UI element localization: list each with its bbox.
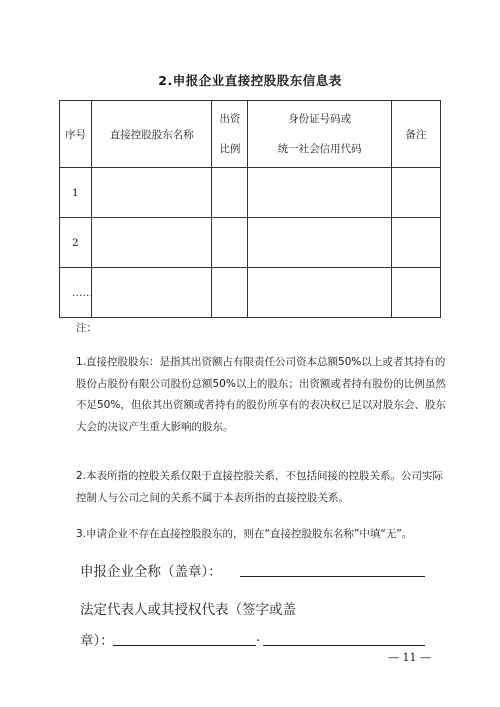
document-title: 2.申报企业直接控股股东信息表 [158,73,342,88]
representative-label-line2: 章）： [80,633,114,649]
id-number-cell[interactable] [248,168,391,218]
header-shareholder-name: 直接控股股东名称 [92,101,212,168]
header-id-number-line2: 统一社会信用代码 [277,143,362,155]
note-1-line: 股份占股份有限公司股份总额50%以上的股东；出资额或者持有股份的比例虽然 [76,377,446,390]
table-row [60,168,441,218]
remark-cell[interactable] [391,168,440,218]
company-name-field[interactable] [240,576,425,577]
shareholder-name-cell[interactable] [92,168,212,218]
capital-ratio-cell[interactable] [212,268,248,318]
table-row [60,218,441,268]
id-number-cell[interactable] [248,268,391,318]
note-item-1 [76,352,471,438]
table-header-row [60,101,441,168]
note-3-line: 3.申请企业不存在直接控股股东的，则在“直接控股股东名称”中填“无”。 [76,528,413,540]
header-capital-ratio-line2: 比例 [219,143,241,155]
remark-cell[interactable] [391,268,440,318]
company-name-label: 申报企业全称（盖章）： [80,564,222,580]
header-id-number-line1: 身份证号码或 [288,113,352,125]
note-item-2 [76,466,471,509]
shareholder-name-cell[interactable] [92,218,212,268]
note-1-line: 大会的决议产生重大影响的股东。 [76,420,234,433]
notes-heading: 注： [76,322,97,334]
note-2-line: 2.本表所指的控股关系仅限于直接控股关系，不包括间接的控股关系。公司实际 [76,470,444,482]
row-number: 1 [60,168,92,218]
header-capital-ratio-line1: 出资 [219,113,241,125]
header-id-number [248,101,391,168]
shareholder-name-cell[interactable] [92,268,212,318]
representative-seal-field[interactable] [263,645,425,646]
page-number: — 11 — [388,651,431,664]
representative-signature-field[interactable] [113,645,256,646]
note-1-line: 不足50%，但依其出资额或者持有的股份所享有的表决权已足以对股东会、股东 [76,399,446,411]
header-remark: 备注 [391,101,440,168]
capital-ratio-cell[interactable] [212,218,248,268]
note-item-3 [76,524,471,546]
representative-label-line1: 法定代表人或其授权代表（签字或盖 [80,602,296,618]
id-number-cell[interactable] [248,218,391,268]
header-capital-ratio [212,101,248,168]
note-1-line: 1.直接控股股东：是指其出资额占有限责任公司资本总额50%以上或者其持有的 [76,356,446,368]
table-row [60,268,441,318]
header-seq: 序号 [60,101,92,168]
note-2-line: 控制人与公司之间的关系不属于本表所指的直接控股关系。 [76,491,349,504]
remark-cell[interactable] [391,218,440,268]
row-number: …… [60,268,92,318]
separator-dot: . [256,629,261,645]
shareholder-table [59,100,441,318]
row-number: 2 [60,218,92,268]
capital-ratio-cell[interactable] [212,168,248,218]
